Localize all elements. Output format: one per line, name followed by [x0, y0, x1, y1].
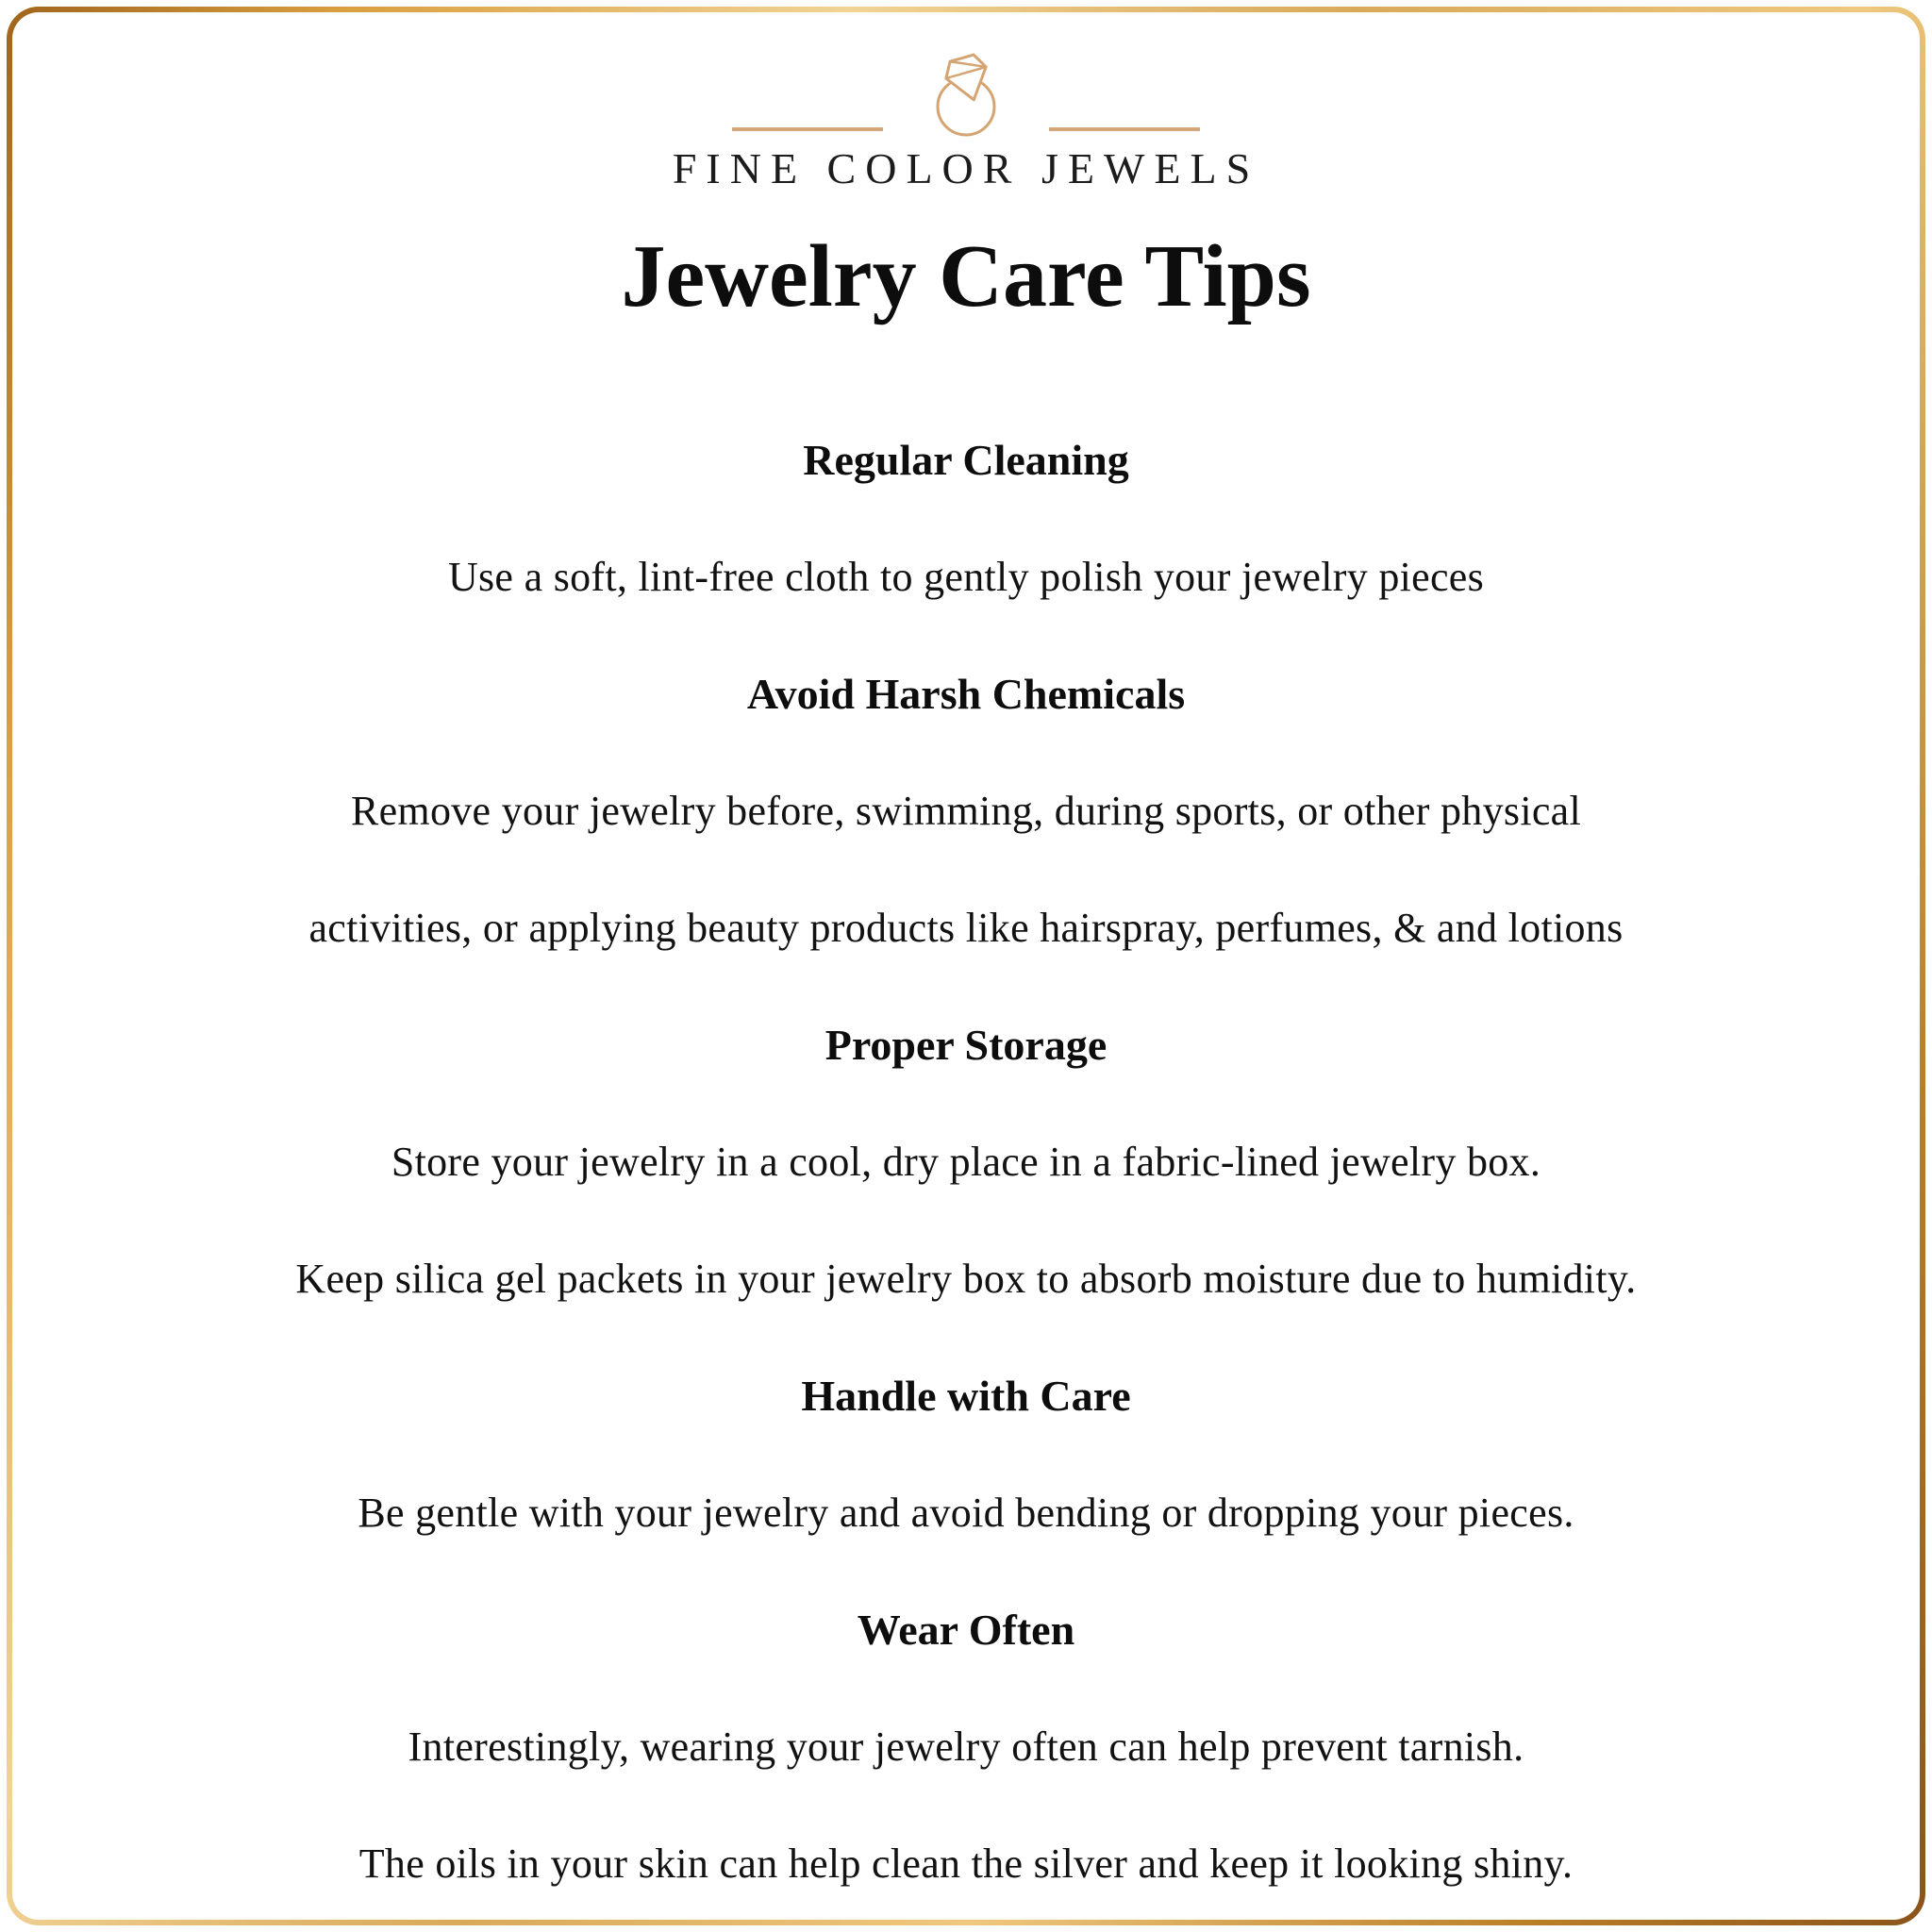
- section-heading: Wear Often: [857, 1606, 1075, 1654]
- section-heading: Handle with Care: [801, 1372, 1131, 1420]
- section-body-line: Use a soft, lint-free cloth to gently polish your jewelry pieces: [447, 554, 1485, 600]
- brand-logo: [12, 50, 1920, 144]
- section-body-line: The oils in your skin can help clean the silver and keep it looking shiny.: [358, 1840, 1574, 1887]
- page-title: Jewelry Care Tips: [621, 227, 1311, 325]
- section-wear-often: [12, 1606, 1920, 1889]
- section-regular-cleaning: [12, 436, 1920, 602]
- section-proper-storage: [12, 1021, 1920, 1304]
- section-handle-with-care: [12, 1372, 1920, 1538]
- care-tips-sections: [12, 436, 1920, 1889]
- section-body-line: Be gentle with your jewelry and avoid bending or dropping your pieces.: [358, 1490, 1574, 1536]
- section-heading: Regular Cleaning: [803, 436, 1129, 484]
- poster-content: [12, 12, 1920, 1920]
- section-body-line: activities, or applying beauty products like hairspray, perfumes, & and lotions: [308, 905, 1624, 951]
- section-avoid-harsh-chemicals: [12, 670, 1920, 953]
- section-body-line: Remove your jewelry before, swimming, during sports, or other physical: [350, 788, 1582, 834]
- logo-left-divider: [732, 127, 883, 131]
- section-body-line: Store your jewelry in a cool, dry place in a fabric-lined jewelry box.: [391, 1139, 1541, 1185]
- brand-name: FINE COLOR JEWELS: [672, 144, 1260, 192]
- section-heading: Proper Storage: [824, 1021, 1108, 1069]
- section-body-line: Interestingly, wearing your jewelry often can help prevent tarnish.: [408, 1724, 1524, 1770]
- section-body-line: Keep silica gel packets in your jewelry box to absorb moisture due to humidity.: [295, 1256, 1637, 1302]
- logo-right-divider: [1049, 127, 1200, 131]
- ring-with-diamond-icon: [923, 48, 1009, 147]
- section-heading: Avoid Harsh Chemicals: [746, 670, 1186, 718]
